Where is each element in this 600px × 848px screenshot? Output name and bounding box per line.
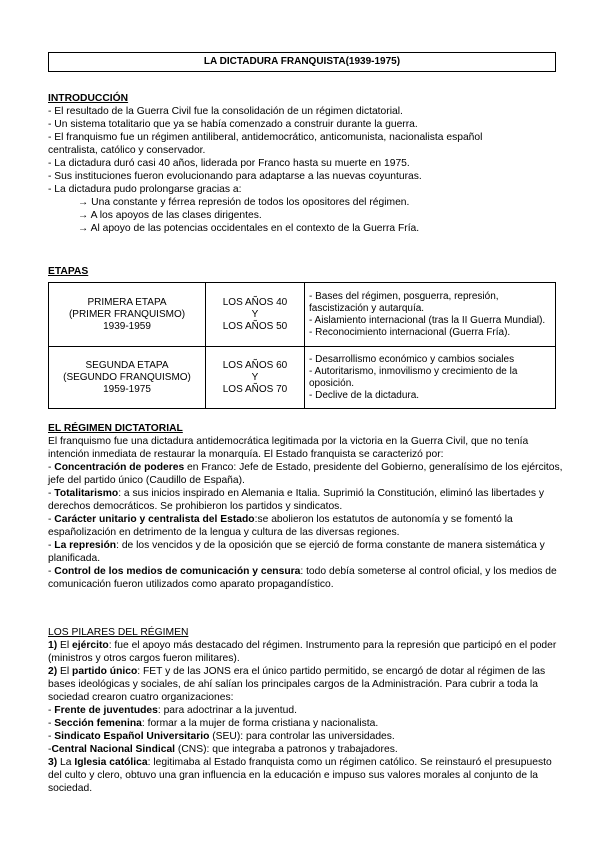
item-term: La represión bbox=[54, 540, 117, 551]
stage-name: SEGUNDA ETAPA bbox=[85, 359, 169, 371]
org-text: (SEU): para controlar las universidades. bbox=[209, 731, 395, 742]
intro-line: centralista, católico y conservador. bbox=[48, 145, 206, 156]
intro-line: - La dictadura pudo prolongarse gracias a: bbox=[48, 184, 242, 195]
org-item bbox=[48, 717, 564, 730]
stage-subtitle: (SEGUNDO FRANQUISMO) bbox=[63, 371, 191, 383]
intro-line: - Sus instituciones fueron evolucionando para adaptarse a las nuevas coyunturas. bbox=[48, 171, 422, 182]
stage-years: 1959-1975 bbox=[103, 383, 151, 395]
item-prefix: - bbox=[48, 488, 55, 499]
item-text: : todo debía someterse al control oficial, y los medios de comunicación fueron utilizados como aparato propagandístico. bbox=[48, 566, 557, 590]
org-name: Central Nacional Sindical bbox=[51, 744, 176, 755]
pilar-term: Iglesia católica bbox=[74, 757, 148, 768]
decade-label: LOS AÑOS 40 bbox=[222, 296, 288, 308]
pilares-heading: LOS PILARES DEL RÉGIMEN bbox=[48, 627, 189, 638]
stage-cell bbox=[49, 347, 206, 409]
pilar-number: 2) bbox=[48, 666, 58, 677]
pilar-text: : legitimaba al Estado franquista como un régimen católico. Se reinstauró el presupuesto del culto y clero, obtuvo una gran influencia en la educación e impuso sus valores morales al conjunto de la sociedad. bbox=[48, 757, 552, 794]
etapas-heading: ETAPAS bbox=[48, 266, 89, 277]
pilar-article: El bbox=[57, 666, 73, 677]
decade-joiner: Y bbox=[251, 371, 259, 383]
org-item bbox=[48, 704, 564, 717]
etapas-section bbox=[48, 265, 564, 409]
intro-subline: → A los apoyos de las clases dirigentes. bbox=[78, 210, 262, 221]
pilar-term: ejército bbox=[72, 640, 109, 651]
stage-point: - Desarrollismo económico y cambios sociales bbox=[309, 353, 515, 365]
pilar-term: partido único bbox=[72, 666, 138, 677]
item-text: : de los vencidos y de la oposición que se ejerció de forma constante de manera sistemática y planificada. bbox=[48, 540, 545, 564]
item-prefix: - bbox=[48, 744, 52, 755]
item-term: Concentración de poderes bbox=[54, 462, 185, 473]
table-row bbox=[49, 347, 556, 409]
pilar-article: La bbox=[57, 757, 75, 768]
stage-point: - Bases del régimen, posguerra, represión, fascistización y autarquía. bbox=[309, 290, 499, 314]
decade-label: LOS AÑOS 60 bbox=[222, 359, 288, 371]
intro-subline: → Una constante y férrea represión de todos los opositores del régimen. bbox=[78, 197, 410, 208]
pilar-iglesia bbox=[48, 756, 564, 795]
item-term: Totalitarismo bbox=[54, 488, 119, 499]
intro-line: - El resultado de la Guerra Civil fue la consolidación de un régimen dictatorial. bbox=[48, 106, 403, 117]
pilar-ejercito bbox=[48, 639, 564, 665]
item-prefix: - bbox=[48, 540, 55, 551]
stage-point: - Autoritarismo, inmovilismo y crecimiento de la oposición. bbox=[309, 365, 518, 389]
decades-cell bbox=[206, 347, 305, 409]
stage-subtitle: (PRIMER FRANQUISMO) bbox=[68, 308, 186, 320]
stage-name: PRIMERA ETAPA bbox=[87, 296, 167, 308]
stage-years: 1939-1959 bbox=[103, 320, 151, 332]
item-text: : a sus inicios inspirado en Alemania e Italia. Suprimió la Constitución, eliminó las libertades y derechos democráticos. Se prohibieron los partidos y sindicatos. bbox=[48, 488, 545, 512]
stage-point: - Declive de la dictadura. bbox=[309, 389, 420, 401]
decade-joiner: Y bbox=[251, 308, 259, 320]
item-text: en Franco: Jefe de Estado, presidente del Gobierno, generalísimo de los ejércitos, jefe del partido único (Caudillo de España). bbox=[48, 462, 563, 486]
stage-point: - Aislamiento internacional (tras la II Guerra Mundial). bbox=[309, 314, 546, 326]
pilares-section bbox=[48, 626, 564, 795]
pilar-article: El bbox=[57, 640, 73, 651]
org-item bbox=[48, 730, 564, 743]
regimen-item bbox=[48, 487, 564, 513]
item-prefix: - bbox=[48, 731, 55, 742]
item-prefix: - bbox=[48, 718, 55, 729]
table-row bbox=[49, 283, 556, 347]
points-cell bbox=[305, 283, 556, 347]
regimen-section bbox=[48, 422, 564, 591]
intro-subline: → Al apoyo de las potencias occidentales en el contexto de la Guerra Fría. bbox=[78, 223, 420, 234]
intro-heading: INTRODUCCIÓN bbox=[48, 93, 129, 104]
org-item bbox=[48, 743, 564, 756]
org-text: (CNS): que integraba a patronos y trabajadores. bbox=[175, 744, 398, 755]
pilar-text: : FET y de las JONS era el único partido permitido, se encargó de dotar al régimen de las bases ideológicas y sociales, de ahí salían los principales cargos de la Administración. Para cubrir a toda la sociedad crearon cuatro organizaciones: bbox=[48, 666, 546, 703]
item-prefix: - bbox=[48, 514, 55, 525]
decade-label: LOS AÑOS 50 bbox=[222, 320, 288, 332]
points-cell bbox=[305, 347, 556, 409]
item-term: Control de los medios de comunicación y censura bbox=[54, 566, 301, 577]
org-text: : formar a la mujer de forma cristiana y nacionalista. bbox=[141, 718, 379, 729]
pilar-number: 3) bbox=[48, 757, 58, 768]
pilar-number: 1) bbox=[48, 640, 58, 651]
regimen-heading: EL RÉGIMEN DICTATORIAL bbox=[48, 423, 183, 434]
item-prefix: - bbox=[48, 462, 55, 473]
decade-label: LOS AÑOS 70 bbox=[222, 383, 288, 395]
pilar-text: : fue el apoyo más destacado del régimen. Instrumento para la represión que participó en el poder (ministros y otros cargos fueron militares). bbox=[48, 640, 557, 664]
stage-point: - Reconocimiento internacional (Guerra Fría). bbox=[309, 326, 511, 338]
etapas-table bbox=[48, 282, 556, 409]
org-text: : para adoctrinar a la juventud. bbox=[157, 705, 297, 716]
pilar-partido bbox=[48, 665, 564, 704]
intro-section bbox=[48, 92, 564, 235]
regimen-item bbox=[48, 565, 564, 591]
intro-line: - La dictadura duró casi 40 años, liderada por Franco hasta su muerte en 1975. bbox=[48, 158, 410, 169]
regimen-item bbox=[48, 539, 564, 565]
intro-line: - Un sistema totalitario que ya se había comenzado a construir durante la guerra. bbox=[48, 119, 418, 130]
regimen-item bbox=[48, 461, 564, 487]
org-name: Sindicato Español Universitario bbox=[54, 731, 210, 742]
item-term: Carácter unitario y centralista del Estado bbox=[54, 514, 255, 525]
stage-cell bbox=[49, 283, 206, 347]
regimen-item bbox=[48, 513, 564, 539]
decades-cell bbox=[206, 283, 305, 347]
item-prefix: - bbox=[48, 566, 55, 577]
org-name: Sección femenina bbox=[54, 718, 142, 729]
org-name: Frente de juventudes bbox=[54, 705, 158, 716]
document-title: LA DICTADURA FRANQUISTA(1939-1975) bbox=[48, 52, 556, 72]
regimen-intro: El franquismo fue una dictadura antidemocrática legitimada por la victoria en la Guerra Civil, que no tenía intención inmediata de restaurar la monarquía. El Estado franquista se caracterizó por: bbox=[48, 436, 529, 460]
item-prefix: - bbox=[48, 705, 55, 716]
intro-line: - El franquismo fue un régimen antiliberal, antidemocrático, anticomunista, nacionalista español bbox=[48, 132, 483, 143]
item-text: :se abolieron los estatutos de autonomía y se fomentó la españolización en detrimento de la lengua y cultura de las diversas regiones. bbox=[48, 514, 513, 538]
